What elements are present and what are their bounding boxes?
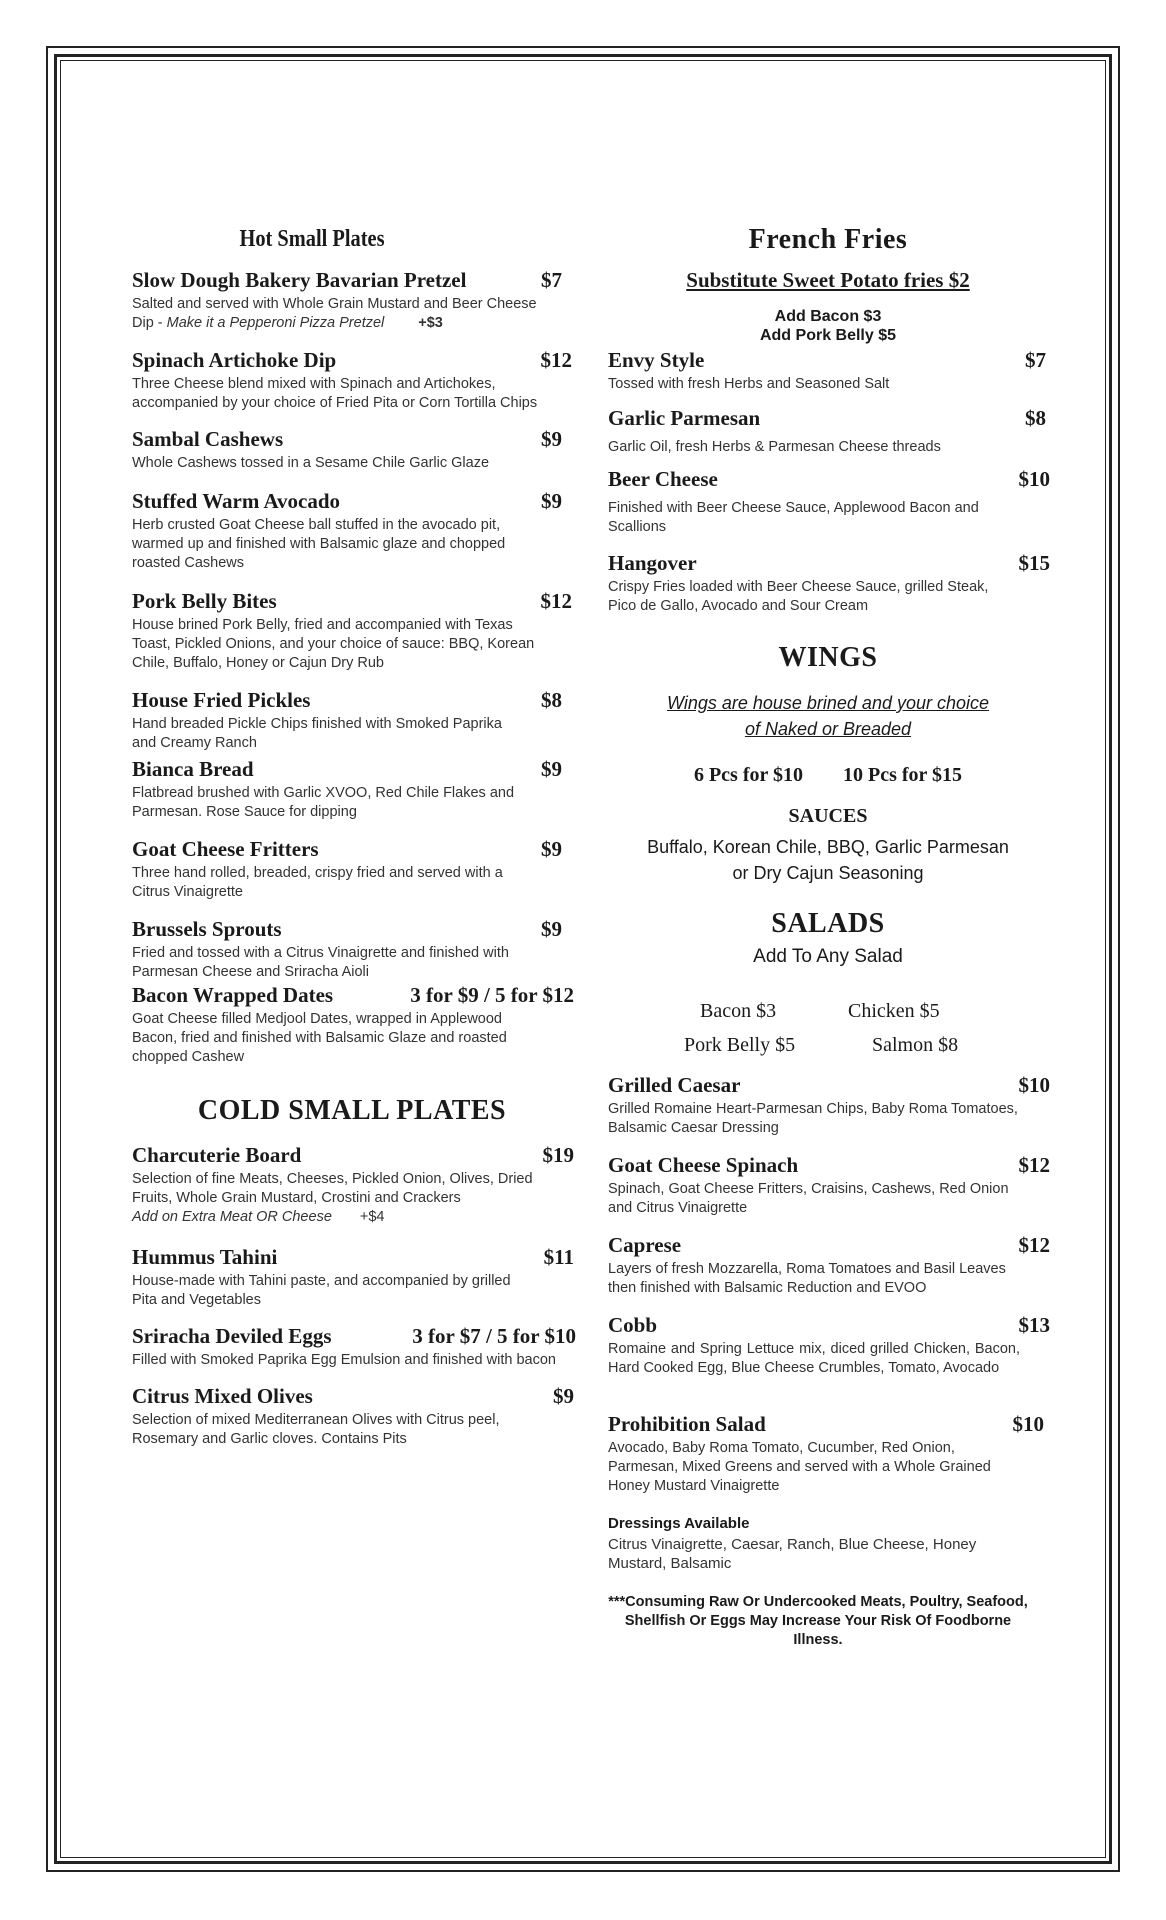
item-price: 3 for $9 / 5 for $12 bbox=[410, 983, 574, 1007]
addon-text: Make it a Pepperoni Pizza Pretzel bbox=[166, 315, 385, 331]
item-price: $10 bbox=[1018, 1073, 1050, 1097]
item-price: $12 bbox=[540, 348, 572, 372]
item-price: $12 bbox=[1018, 1233, 1050, 1257]
french-fries-title: French Fries bbox=[748, 224, 908, 255]
item-desc: Avocado, Baby Roma Tomato, Cucumber, Red Onion, Parmesan, Mixed Greens and served with a Whole Grained Honey Mustard Vinaigrette bbox=[608, 1440, 991, 1494]
item-desc-text: Salted and served with Whole Grain Mustard and Beer Cheese Dip - bbox=[132, 296, 537, 331]
sauces-title: SAUCES bbox=[788, 805, 868, 827]
item-price: $9 bbox=[553, 1384, 574, 1408]
item-desc: Herb crusted Goat Cheese ball stuffed in the avocado pit, warmed up and finished with Balsamic glaze and chopped roasted Cashews bbox=[132, 517, 506, 571]
item-price: $10 bbox=[1018, 467, 1050, 491]
item-price: $13 bbox=[1018, 1313, 1050, 1337]
item-desc: Three hand rolled, breaded, crispy fried and served with a Citrus Vinaigrette bbox=[132, 865, 503, 900]
item-name: Goat Cheese Fritters bbox=[132, 837, 319, 861]
item-price: $9 bbox=[541, 427, 562, 451]
menu-item bbox=[132, 268, 562, 333]
menu-item bbox=[608, 406, 1046, 457]
item-desc: Grilled Romaine Heart-Parmesan Chips, Baby Roma Tomatoes, Balsamic Caesar Dressing bbox=[608, 1101, 1018, 1136]
wings-note bbox=[608, 690, 1048, 742]
item-price: $8 bbox=[1025, 406, 1046, 430]
item-price: 3 for $7 / 5 for $10 bbox=[412, 1324, 576, 1348]
item-name: Slow Dough Bakery Bavarian Pretzel bbox=[132, 268, 467, 292]
item-price: $10 bbox=[1012, 1412, 1044, 1436]
item-desc: Romaine and Spring Lettuce mix, diced grilled Chicken, Bacon, Hard Cooked Egg, Blue Cheese Crumbles, Tomato, Avocado bbox=[608, 1341, 1020, 1376]
item-price: $9 bbox=[541, 837, 562, 861]
item-price: $11 bbox=[543, 1245, 574, 1269]
item-name: Caprese bbox=[608, 1233, 682, 1257]
salads-title: SALADS bbox=[771, 908, 885, 939]
menu-item bbox=[132, 688, 562, 753]
sauces-list bbox=[608, 834, 1048, 886]
item-desc: Selection of mixed Mediterranean Olives with Citrus peel, Rosemary and Garlic cloves. Contains Pits bbox=[132, 1412, 500, 1447]
cold-small-plates-title: COLD SMALL PLATES bbox=[197, 1095, 507, 1126]
menu-item bbox=[608, 551, 1050, 616]
wings-10pc-price: 10 Pcs for $15 bbox=[843, 764, 963, 786]
item-desc: Crispy Fries loaded with Beer Cheese Sauce, grilled Steak, Pico de Gallo, Avocado and Sour Cream bbox=[608, 579, 989, 614]
item-name: Spinach Artichoke Dip bbox=[132, 348, 337, 372]
item-price: $12 bbox=[540, 589, 572, 613]
wings-6pc-price: 6 Pcs for $10 bbox=[693, 764, 803, 786]
item-name: Stuffed Warm Avocado bbox=[132, 489, 341, 513]
sweet-potato-substitute: Substitute Sweet Potato fries $2 bbox=[686, 268, 970, 292]
menu-item bbox=[608, 467, 1050, 537]
item-name: Sriracha Deviled Eggs bbox=[132, 1324, 332, 1348]
item-desc: House brined Pork Belly, fried and accompanied with Texas Toast, Pickled Onions, and your choice of sauce: BBQ, Korean Chile, Buffalo, Honey or Cajun Dry Rub bbox=[132, 617, 535, 671]
salad-add-on: Chicken $5 bbox=[848, 1000, 940, 1022]
item-name: Envy Style bbox=[608, 348, 705, 372]
menu-item bbox=[608, 1313, 1050, 1378]
item-name: Bacon Wrapped Dates bbox=[132, 983, 334, 1007]
addon-text: Add on Extra Meat OR Cheese bbox=[132, 1209, 332, 1225]
item-price: $8 bbox=[541, 688, 562, 712]
menu-item bbox=[132, 1143, 574, 1227]
item-desc: House-made with Tahini paste, and accompanied by grilled Pita and Vegetables bbox=[132, 1273, 511, 1308]
hot-small-plates-title: Hot Small Plates bbox=[239, 226, 385, 252]
item-name: Hummus Tahini bbox=[132, 1245, 278, 1269]
dressings-title: Dressings Available bbox=[608, 1515, 750, 1532]
add-pork-belly-note: Add Pork Belly $5 bbox=[759, 327, 897, 344]
menu-item bbox=[132, 1384, 574, 1449]
menu-item bbox=[608, 1073, 1050, 1138]
menu-item bbox=[132, 837, 562, 902]
wings-title: WINGS bbox=[778, 642, 878, 673]
menu-item bbox=[132, 983, 574, 1067]
menu-item bbox=[132, 757, 562, 822]
item-name: Charcuterie Board bbox=[132, 1143, 302, 1167]
item-desc: Goat Cheese filled Medjool Dates, wrapped in Applewood Bacon, fried and finished with Balsamic Glaze and roasted chopped Cashew bbox=[132, 1011, 507, 1065]
menu-item bbox=[132, 348, 572, 413]
menu-item bbox=[132, 427, 562, 473]
item-desc: Filled with Smoked Paprika Egg Emulsion and finished with bacon bbox=[132, 1352, 556, 1368]
item-name: Cobb bbox=[608, 1313, 658, 1337]
item-price: $19 bbox=[542, 1143, 574, 1167]
item-price: $9 bbox=[541, 489, 562, 513]
food-safety-warning: ***Consuming Raw Or Undercooked Meats, Poultry, Seafood, Shellfish Or Eggs May Increase Your Risk Of Foodborne Illness. bbox=[608, 1594, 1028, 1648]
wings-note-line2: of Naked or Breaded bbox=[744, 719, 912, 739]
item-name: Garlic Parmesan bbox=[608, 406, 761, 430]
sauces-line1: Buffalo, Korean Chile, BBQ, Garlic Parmesan bbox=[647, 837, 1009, 857]
item-desc-text: Selection of fine Meats, Cheeses, Pickled Onion, Olives, Dried Fruits, Whole Grain Mustard, Crostini and Crackers bbox=[132, 1171, 533, 1206]
item-name: Citrus Mixed Olives bbox=[132, 1384, 313, 1408]
item-price: $9 bbox=[541, 757, 562, 781]
dressings-list: Citrus Vinaigrette, Caesar, Ranch, Blue Cheese, Honey Mustard, Balsamic bbox=[608, 1536, 977, 1572]
add-bacon-note: Add Bacon $3 bbox=[774, 308, 882, 325]
wings-pricing bbox=[608, 764, 1048, 787]
item-price: $15 bbox=[1018, 551, 1050, 575]
salads-subtitle: Add To Any Salad bbox=[753, 946, 903, 967]
item-desc: Spinach, Goat Cheese Fritters, Craisins, Cashews, Red Onion and Citrus Vinaigrette bbox=[608, 1181, 1009, 1216]
item-name: Brussels Sprouts bbox=[132, 917, 282, 941]
item-price: $7 bbox=[541, 268, 562, 292]
item-name: Hangover bbox=[608, 551, 697, 575]
menu-item bbox=[608, 348, 1046, 394]
item-desc: Fried and tossed with a Citrus Vinaigrette and finished with Parmesan Cheese and Sriracha Aioli bbox=[132, 945, 509, 980]
item-desc: Garlic Oil, fresh Herbs & Parmesan Cheese threads bbox=[608, 439, 941, 455]
wings-note-line1: Wings are house brined and your choice bbox=[666, 693, 990, 713]
menu-item bbox=[132, 489, 562, 573]
item-desc: Three Cheese blend mixed with Spinach and Artichokes, accompanied by your choice of Fried Pita or Corn Tortilla Chips bbox=[132, 376, 538, 411]
item-desc: Whole Cashews tossed in a Sesame Chile Garlic Glaze bbox=[132, 455, 490, 471]
salad-add-on: Salmon $8 bbox=[872, 1034, 959, 1056]
item-desc: Finished with Beer Cheese Sauce, Applewood Bacon and Scallions bbox=[608, 500, 979, 535]
menu-item bbox=[132, 1324, 576, 1370]
item-price: $12 bbox=[1018, 1153, 1050, 1177]
menu-item bbox=[132, 917, 562, 982]
menu-item bbox=[608, 1412, 1044, 1496]
item-name: Grilled Caesar bbox=[608, 1073, 741, 1097]
item-desc: Hand breaded Pickle Chips finished with Smoked Paprika and Creamy Ranch bbox=[132, 716, 502, 751]
item-name: Sambal Cashews bbox=[132, 427, 284, 451]
addon-price: +$3 bbox=[418, 315, 443, 331]
addon-price: +$4 bbox=[359, 1209, 385, 1225]
menu-item bbox=[608, 1153, 1050, 1218]
item-name: Beer Cheese bbox=[608, 467, 718, 491]
item-desc bbox=[132, 1170, 542, 1227]
menu-item bbox=[608, 1233, 1050, 1298]
item-name: Pork Belly Bites bbox=[132, 589, 277, 613]
item-name: Prohibition Salad bbox=[608, 1412, 766, 1436]
salad-add-on: Pork Belly $5 bbox=[684, 1034, 796, 1056]
item-desc bbox=[132, 295, 562, 333]
item-name: Bianca Bread bbox=[132, 757, 254, 781]
sauces-line2: or Dry Cajun Seasoning bbox=[732, 863, 924, 883]
menu-item bbox=[132, 589, 572, 673]
item-desc: Flatbread brushed with Garlic XVOO, Red Chile Flakes and Parmesan. Rose Sauce for dipping bbox=[132, 785, 515, 820]
item-desc: Tossed with fresh Herbs and Seasoned Salt bbox=[608, 376, 890, 392]
item-name: House Fried Pickles bbox=[132, 688, 311, 712]
item-desc: Layers of fresh Mozzarella, Roma Tomatoes and Basil Leaves then finished with Balsamic Reduction and EVOO bbox=[608, 1261, 1006, 1296]
salad-add-on: Bacon $3 bbox=[700, 1000, 777, 1022]
item-name: Goat Cheese Spinach bbox=[608, 1153, 799, 1177]
item-price: $7 bbox=[1025, 348, 1046, 372]
menu-item bbox=[132, 1245, 574, 1310]
item-price: $9 bbox=[541, 917, 562, 941]
